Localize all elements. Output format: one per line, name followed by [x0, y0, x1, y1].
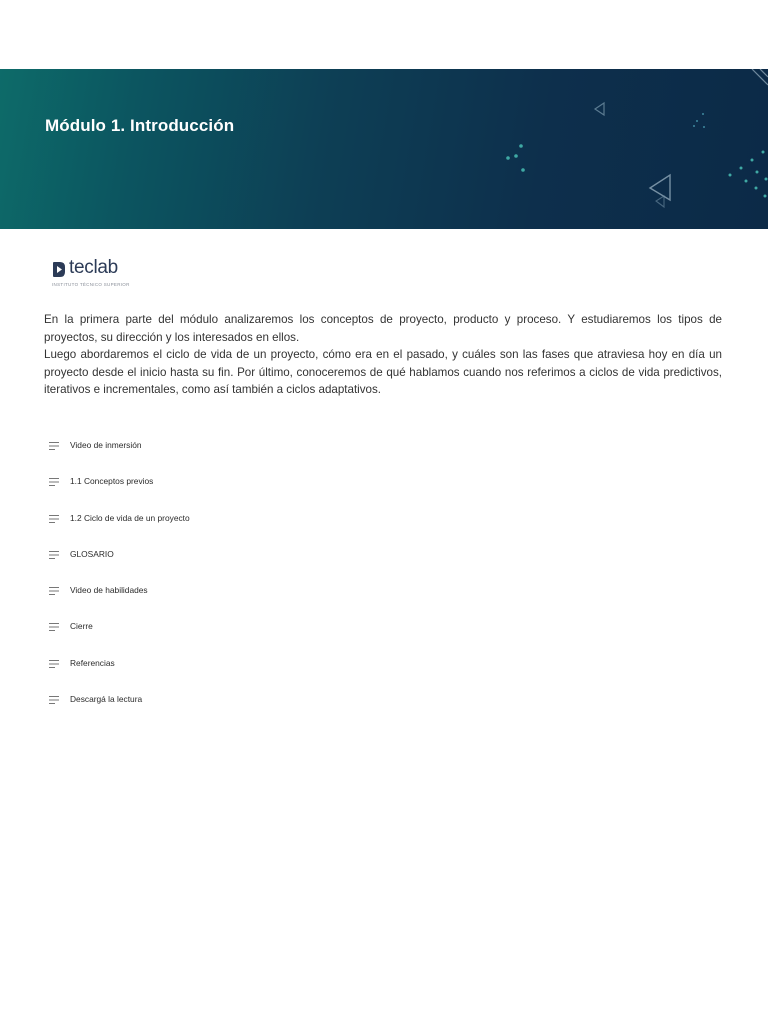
toc-item-label: GLOSARIO: [70, 548, 114, 559]
toc-item-label: Referencias: [70, 657, 115, 668]
play-icon: [52, 261, 66, 278]
decorative-shapes: [0, 69, 768, 229]
module-header-banner: [0, 69, 768, 229]
toc-item-conceptos-previos[interactable]: [48, 470, 448, 506]
list-lines-icon: [48, 695, 60, 705]
toc-item-video-habilidades[interactable]: [48, 579, 448, 615]
toc-item-ciclo-de-vida[interactable]: [48, 507, 448, 543]
list-lines-icon: [48, 659, 60, 669]
toc-item-label: 1.2 Ciclo de vida de un proyecto: [70, 512, 190, 523]
table-of-contents: [48, 434, 448, 724]
toc-item-glosario[interactable]: [48, 543, 448, 579]
toc-item-label: Video de inmersión: [70, 440, 142, 450]
list-lines-icon: [48, 586, 60, 596]
toc-item-label: Video de habilidades: [70, 585, 148, 596]
module-introduction: [44, 311, 722, 399]
logo-subtitle: INSTITUTO TÉCNICO SUPERIOR: [52, 282, 130, 287]
toc-item-label: Cierre: [70, 621, 93, 632]
list-lines-icon: [48, 622, 60, 632]
toc-item-video-inmersion[interactable]: [48, 434, 448, 470]
list-lines-icon: [48, 477, 60, 487]
teclab-logo: [52, 257, 162, 290]
toc-item-label: Descargá la lectura: [70, 694, 143, 705]
list-lines-icon: [48, 441, 60, 451]
toc-item-descarga-lectura[interactable]: [48, 688, 448, 724]
list-lines-icon: [48, 514, 60, 524]
toc-item-label: 1.1 Conceptos previos: [70, 476, 154, 487]
toc-item-cierre[interactable]: [48, 615, 448, 651]
list-lines-icon: [48, 550, 60, 560]
logo-name: teclab: [69, 257, 118, 278]
module-title: Módulo 1. Introducción: [45, 116, 235, 135]
intro-paragraph: Luego abordaremos el ciclo de vida de un proyecto, cómo era en el pasado, y cuáles son las fases que atraviesa hoy en día un proyecto desde el inicio hasta su fin. Por último, conoceremos de qué hablamos cuando nos referimos a ciclos de vida predictivos, iterativos e incrementales, como así también a ciclos adaptativos.: [44, 348, 722, 397]
intro-paragraph: En la primera parte del módulo analizaremos los conceptos de proyecto, producto y proceso. Y estudiaremos los tipos de proyectos, su dirección y los interesados en ellos.: [44, 313, 722, 344]
toc-item-referencias[interactable]: [48, 652, 448, 688]
